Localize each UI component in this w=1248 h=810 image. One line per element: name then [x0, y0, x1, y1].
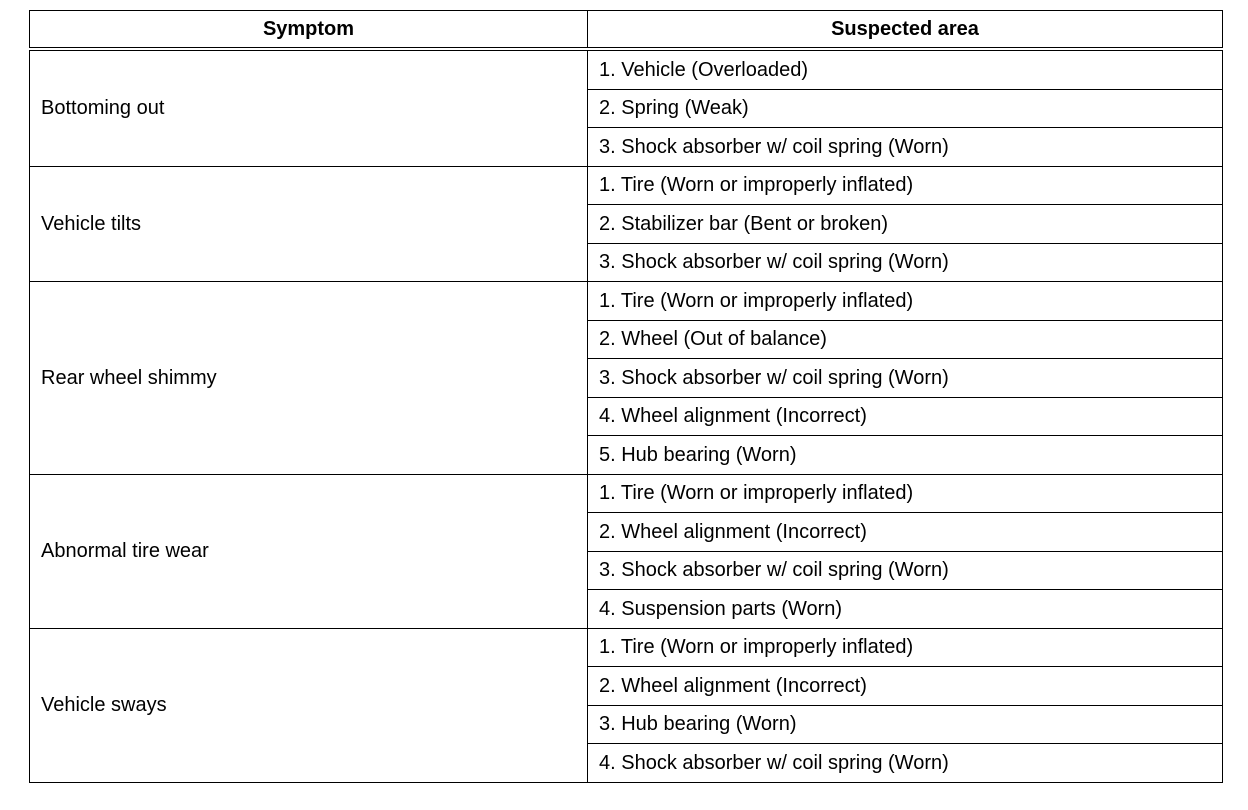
symptom-table-container: [29, 10, 1222, 783]
symptom-cell: Vehicle sways: [30, 628, 588, 782]
table-row: [30, 282, 1223, 321]
table-header: [30, 11, 1223, 50]
symptom-column-header: Symptom: [30, 11, 588, 50]
suspected-area-cell: 1. Tire (Worn or improperly inflated): [588, 474, 1223, 513]
suspected-area-column-header: Suspected area: [588, 11, 1223, 50]
suspected-area-cell: 3. Shock absorber w/ coil spring (Worn): [588, 128, 1223, 167]
suspected-area-cell: 3. Shock absorber w/ coil spring (Worn): [588, 359, 1223, 398]
symptom-cell: Vehicle tilts: [30, 166, 588, 282]
symptom-cell: Bottoming out: [30, 49, 588, 166]
suspected-area-cell: 2. Wheel alignment (Incorrect): [588, 667, 1223, 706]
suspected-area-cell: 1. Tire (Worn or improperly inflated): [588, 628, 1223, 667]
suspected-area-cell: 3. Shock absorber w/ coil spring (Worn): [588, 551, 1223, 590]
table-row: [30, 628, 1223, 667]
table-row: [30, 166, 1223, 205]
suspected-area-cell: 1. Vehicle (Overloaded): [588, 49, 1223, 89]
suspected-area-cell: 3. Hub bearing (Worn): [588, 705, 1223, 744]
suspected-area-cell: 4. Wheel alignment (Incorrect): [588, 397, 1223, 436]
suspected-area-cell: 1. Tire (Worn or improperly inflated): [588, 166, 1223, 205]
table-body: [30, 49, 1223, 782]
symptom-table: [29, 10, 1223, 783]
suspected-area-cell: 2. Stabilizer bar (Bent or broken): [588, 205, 1223, 244]
suspected-area-cell: 1. Tire (Worn or improperly inflated): [588, 282, 1223, 321]
table-row: [30, 474, 1223, 513]
header-row: [30, 11, 1223, 50]
symptom-cell: Abnormal tire wear: [30, 474, 588, 628]
suspected-area-cell: 3. Shock absorber w/ coil spring (Worn): [588, 243, 1223, 282]
suspected-area-cell: 4. Shock absorber w/ coil spring (Worn): [588, 744, 1223, 783]
suspected-area-cell: 2. Wheel (Out of balance): [588, 320, 1223, 359]
suspected-area-cell: 5. Hub bearing (Worn): [588, 436, 1223, 475]
suspected-area-cell: 4. Suspension parts (Worn): [588, 590, 1223, 629]
suspected-area-cell: 2. Spring (Weak): [588, 89, 1223, 128]
table-row: [30, 49, 1223, 89]
suspected-area-cell: 2. Wheel alignment (Incorrect): [588, 513, 1223, 552]
symptom-cell: Rear wheel shimmy: [30, 282, 588, 475]
